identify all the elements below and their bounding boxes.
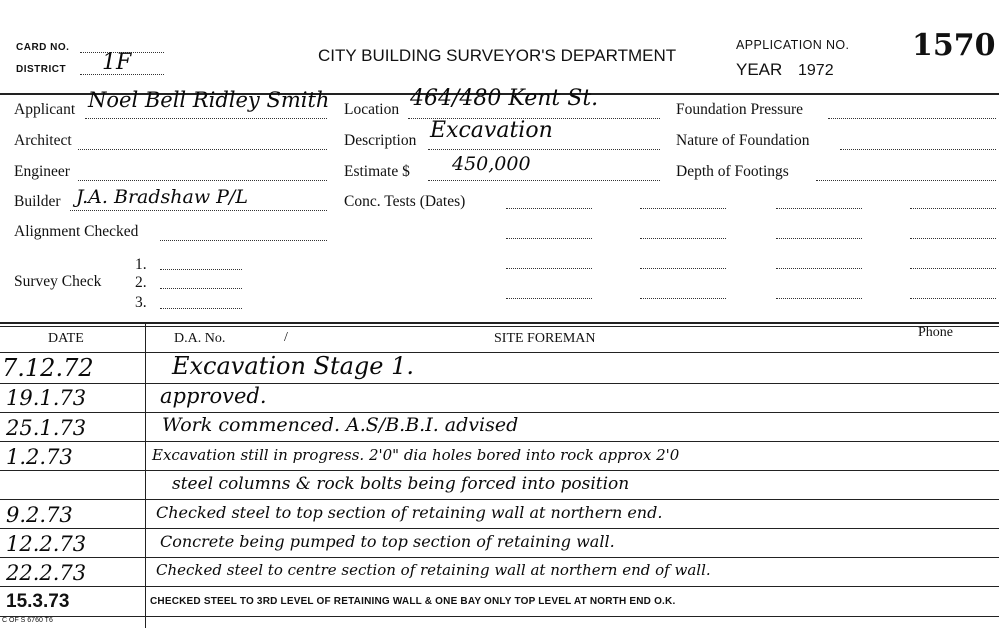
site-foreman-column-header: SITE FOREMAN [494, 331, 596, 346]
depth-of-footings-label: Depth of Footings [676, 163, 789, 180]
log-row-rule [0, 499, 999, 500]
log-entry-note: Excavation Stage 1. [172, 352, 415, 380]
log-entry-note: Work commenced. A.S/B.B.I. advised [162, 414, 519, 436]
foundation-pressure-label: Foundation Pressure [676, 101, 804, 118]
survey-number-3: 3. [135, 294, 147, 311]
log-entry-note: Excavation still in progress. 2'0" dia holes bored into rock approx 2'0 [152, 446, 680, 464]
year-value: 1972 [798, 62, 834, 79]
log-entry-date: 9.2.73 [6, 503, 73, 527]
phone-column-header: Phone [918, 325, 953, 340]
conc-test-line [776, 208, 862, 209]
log-column-divider [145, 323, 146, 628]
log-entry-note: approved. [160, 384, 267, 408]
foundation-pressure-line [828, 118, 996, 119]
location-label: Location [344, 101, 400, 118]
log-header-rule [0, 352, 999, 353]
conc-test-line [506, 268, 592, 269]
survey-line-3 [160, 308, 242, 309]
survey-line-1 [160, 269, 242, 270]
description-value: Excavation [430, 118, 553, 143]
log-entry-note: Checked steel to top section of retaining wall at northern end. [156, 503, 663, 522]
survey-number-2: 2. [135, 274, 147, 291]
conc-test-line [640, 268, 726, 269]
log-entry-date: 19.1.73 [6, 386, 87, 410]
applicant-label: Applicant [14, 101, 76, 118]
form-code: C OF S 6760 T6 [2, 617, 53, 624]
year-label: YEAR [736, 60, 783, 79]
conc-test-line [506, 238, 592, 239]
alignment-checked-label: Alignment Checked [14, 223, 139, 240]
survey-number-1: 1. [135, 256, 147, 273]
architect-label: Architect [14, 132, 72, 149]
district-label: DISTRICT [16, 64, 67, 75]
department-title: CITY BUILDING SURVEYOR'S DEPARTMENT [318, 46, 677, 65]
log-row-rule [0, 528, 999, 529]
log-entry-date: 15.3.73 [6, 591, 70, 612]
conc-test-line [640, 208, 726, 209]
engineer-label: Engineer [14, 163, 70, 180]
estimate-label: Estimate $ [344, 163, 410, 180]
alignment-line [160, 240, 327, 241]
district-value: 1F [102, 50, 132, 75]
log-entry-date: 1.2.73 [6, 445, 73, 469]
depth-of-footings-line [816, 180, 996, 181]
log-row-rule [0, 412, 999, 413]
date-column-header: DATE [48, 331, 84, 346]
location-value: 464/480 Kent St. [410, 86, 599, 111]
conc-tests-label: Conc. Tests (Dates) [344, 193, 466, 210]
log-entry-date: 7.12.72 [2, 354, 94, 382]
architect-line [78, 149, 327, 150]
survey-line-2 [160, 288, 242, 289]
da-no-column-header: D.A. No. [174, 331, 226, 346]
conc-test-line [910, 298, 996, 299]
conc-test-line [640, 298, 726, 299]
log-row-rule [0, 383, 999, 384]
log-row-rule [0, 616, 999, 617]
conc-test-line [910, 238, 996, 239]
description-line [428, 149, 660, 150]
description-label: Description [344, 132, 417, 149]
da-no-slash: / [284, 330, 288, 345]
log-entry-note: Concrete being pumped to top section of retaining wall. [160, 532, 615, 551]
nature-of-foundation-line [840, 149, 996, 150]
builder-line [70, 210, 327, 211]
log-entry-note: steel columns & rock bolts being forced into position [172, 474, 630, 494]
applicant-line [85, 118, 327, 119]
log-top-rule [0, 322, 999, 324]
application-no-label: APPLICATION NO. [736, 38, 850, 52]
log-row-rule [0, 557, 999, 558]
estimate-value: 450,000 [452, 153, 531, 175]
conc-test-line [910, 208, 996, 209]
log-row-rule [0, 470, 999, 471]
conc-test-line [776, 298, 862, 299]
estimate-line [428, 180, 660, 181]
log-entry-date: 25.1.73 [6, 416, 87, 440]
builder-value: J.A. Bradshaw P/L [76, 186, 248, 208]
log-row-rule [0, 441, 999, 442]
application-number: 1570 [912, 28, 996, 63]
conc-test-line [776, 268, 862, 269]
builder-label: Builder [14, 193, 61, 210]
conc-test-line [910, 268, 996, 269]
engineer-line [78, 180, 327, 181]
applicant-value: Noel Bell Ridley Smith [88, 88, 330, 112]
log-row-rule [0, 586, 999, 587]
conc-test-line [506, 208, 592, 209]
conc-test-line [640, 238, 726, 239]
conc-test-line [776, 238, 862, 239]
nature-of-foundation-label: Nature of Foundation [676, 132, 810, 149]
survey-check-label: Survey Check [14, 273, 102, 290]
log-top-rule-2 [0, 326, 999, 327]
log-entry-note: Checked steel to centre section of retaining wall at northern end of wall. [156, 561, 711, 579]
log-entry-note: CHECKED STEEL TO 3RD LEVEL OF RETAINING WALL & ONE BAY ONLY TOP LEVEL AT NORTH END O.K. [150, 596, 676, 607]
log-entry-date: 12.2.73 [6, 532, 87, 556]
card-no-label: CARD NO. [16, 42, 70, 53]
conc-test-line [506, 298, 592, 299]
log-entry-date: 22.2.73 [6, 561, 87, 585]
